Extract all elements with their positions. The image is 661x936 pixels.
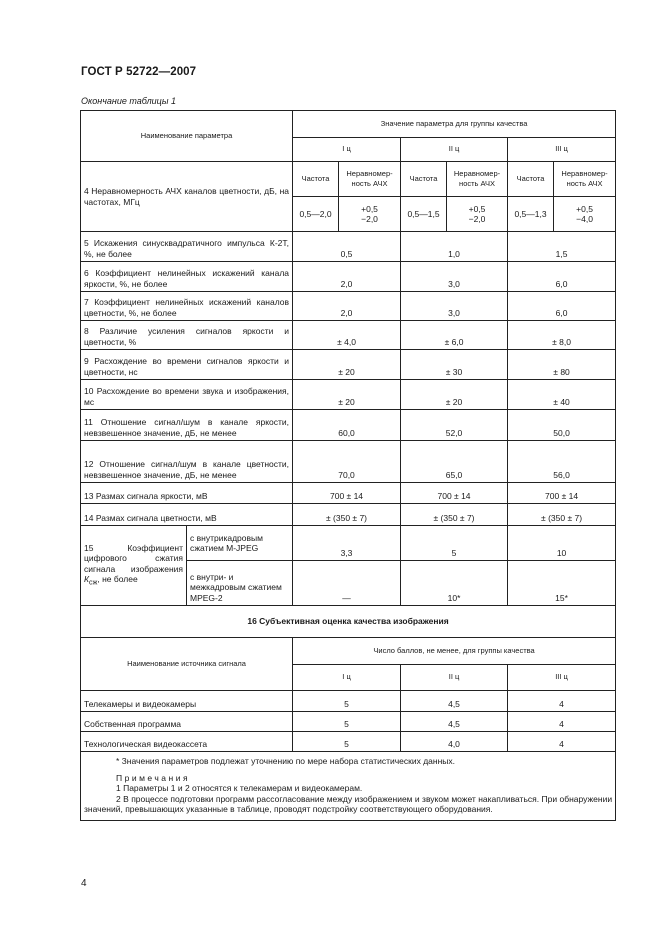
row15a-value-2: 5 (401, 526, 508, 561)
source-row-1: Телекамеры и видеокамеры (81, 691, 293, 712)
value-group-header: Значение параметра для группы качества (293, 111, 616, 138)
row12-value-1: 70,0 (293, 441, 401, 483)
row15b-value-1: — (293, 561, 401, 606)
row7-value-3: 6,0 (508, 292, 616, 321)
row8-value-2: ± 6,0 (401, 321, 508, 350)
nonuni-subheader-3: Неравномер-ность АЧХ (554, 162, 616, 197)
source-row-3: Технологическая видеокассета (81, 732, 293, 752)
row13-value-1: 700 ± 14 (293, 483, 401, 504)
source-row-1-v2: 4,5 (401, 691, 508, 712)
score-group-1: I ц (293, 665, 401, 691)
source-row-2-v3: 4 (508, 712, 616, 732)
row13-label: 13 Размах сигнала яркости, мВ (81, 483, 293, 504)
row8-value-1: ± 4,0 (293, 321, 401, 350)
source-row-3-v3: 4 (508, 732, 616, 752)
row10-value-2: ± 20 (401, 380, 508, 410)
row10-value-3: ± 40 (508, 380, 616, 410)
param-name-header: Наименование параметра (81, 111, 293, 162)
row13-value-2: 700 ± 14 (401, 483, 508, 504)
freq-subheader-1: Частота (293, 162, 339, 197)
source-name-header: Наименование источника сигнала (81, 638, 293, 691)
nonuni-subheader-2: Неравномер-ность АЧХ (447, 162, 508, 197)
source-row-3-v2: 4,0 (401, 732, 508, 752)
row9-value-1: ± 20 (293, 350, 401, 380)
row11-value-2: 52,0 (401, 410, 508, 441)
group-header-3: III ц (508, 138, 616, 162)
row7-value-2: 3,0 (401, 292, 508, 321)
row12-label: 12 Отношение сигнал/шум в канале цветности, невзвешенное значение, дБ, не менее (81, 441, 293, 483)
score-group-2: II ц (401, 665, 508, 691)
note-1: 1 Параметры 1 и 2 относятся к телекамерам и видеокамерам. (116, 783, 363, 793)
row9-value-2: ± 30 (401, 350, 508, 380)
score-group-header: Число баллов, не менее, для группы качества (293, 638, 616, 665)
row15-sub-b-label: с внутри- и межкадровым сжатием MPEG-2 (187, 561, 293, 606)
page-number: 4 (81, 878, 87, 889)
nonuni-subheader-1: Неравномер-ность АЧХ (339, 162, 401, 197)
group-header-1: I ц (293, 138, 401, 162)
document-header: ГОСТ Р 52722—2007 (81, 66, 197, 78)
row15b-value-2: 10* (401, 561, 508, 606)
parameters-table (80, 110, 616, 821)
row5-value-3: 1,5 (508, 232, 616, 262)
row14-label: 14 Размах сигнала цветности, мВ (81, 504, 293, 526)
row11-value-3: 50,0 (508, 410, 616, 441)
group-header-2: II ц (401, 138, 508, 162)
row13-value-3: 700 ± 14 (508, 483, 616, 504)
row6-value-1: 2,0 (293, 262, 401, 292)
table-caption: Окончание таблицы 1 (81, 96, 176, 106)
freq-subheader-2: Частота (401, 162, 447, 197)
source-row-2-v2: 4,5 (401, 712, 508, 732)
row8-value-3: ± 8,0 (508, 321, 616, 350)
row9-label: 9 Расхождение во времени сигналов яркости и цветности, нс (81, 350, 293, 380)
row7-label: 7 Коэффициент нелинейных искажений каналов цветности, %, не более (81, 292, 293, 321)
row4-nonuni-1: +0,5 −2,0 (339, 197, 401, 232)
row4-freq-3: 0,5—1,3 (508, 197, 554, 232)
row15b-value-3: 15* (508, 561, 616, 606)
row6-value-3: 6,0 (508, 262, 616, 292)
row4-nonuni-2: +0,5 −2,0 (447, 197, 508, 232)
score-group-3: III ц (508, 665, 616, 691)
row6-value-2: 3,0 (401, 262, 508, 292)
row11-value-1: 60,0 (293, 410, 401, 441)
freq-subheader-3: Частота (508, 162, 554, 197)
source-row-3-v1: 5 (293, 732, 401, 752)
note-2: 2 В процессе подготовки программ рассогласование между изображением и звуком может накапливаться. При обнаружении значений, превышающих указанные в таблице, проводят подстройку соответствующего оборудования. (84, 793, 613, 814)
row4-nonuni-3: +0,5 −4,0 (554, 197, 616, 232)
source-row-1-v1: 5 (293, 691, 401, 712)
row9-value-3: ± 80 (508, 350, 616, 380)
source-row-1-v3: 4 (508, 691, 616, 712)
row15-sub-a-label: с внутрикадровым сжатием M-JPEG (187, 526, 293, 561)
row12-value-3: 56,0 (508, 441, 616, 483)
row5-value-1: 0,5 (293, 232, 401, 262)
row14-value-1: ± (350 ± 7) (293, 504, 401, 526)
row14-value-3: ± (350 ± 7) (508, 504, 616, 526)
notes-block (81, 752, 616, 821)
row7-value-1: 2,0 (293, 292, 401, 321)
row12-value-2: 65,0 (401, 441, 508, 483)
row14-value-2: ± (350 ± 7) (401, 504, 508, 526)
row4-label: 4 Неравномерность АЧХ каналов цветности, дБ, на частотах, МГц (81, 162, 293, 232)
row15-label: 15 Коэффициент цифрового сжатия сигнала изображения $К_{сж}$, не более (81, 526, 187, 606)
row10-label: 10 Расхождение во времени звука и изображения, мс (81, 380, 293, 410)
row15a-value-1: 3,3 (293, 526, 401, 561)
row5-label: 5 Искажения синусквадратичного импульса К-2Т, %, не более (81, 232, 293, 262)
row10-value-1: ± 20 (293, 380, 401, 410)
row5-value-2: 1,0 (401, 232, 508, 262)
row11-label: 11 Отношение сигнал/шум в канале яркости, невзвешенное значение, дБ, не менее (81, 410, 293, 441)
source-row-2: Собственная программа (81, 712, 293, 732)
source-row-2-v1: 5 (293, 712, 401, 732)
row15a-value-3: 10 (508, 526, 616, 561)
notes-heading: Примечания (116, 772, 191, 783)
footnote: * Значения параметров подлежат уточнению по мере набора статистических данных. (116, 756, 456, 766)
section16-title: 16 Субъективная оценка качества изображения (81, 606, 616, 638)
row8-label: 8 Различие усиления сигналов яркости и цветности, % (81, 321, 293, 350)
row4-freq-1: 0,5—2,0 (293, 197, 339, 232)
row4-freq-2: 0,5—1,5 (401, 197, 447, 232)
row6-label: 6 Коэффициент нелинейных искажений канала яркости, %, не более (81, 262, 293, 292)
